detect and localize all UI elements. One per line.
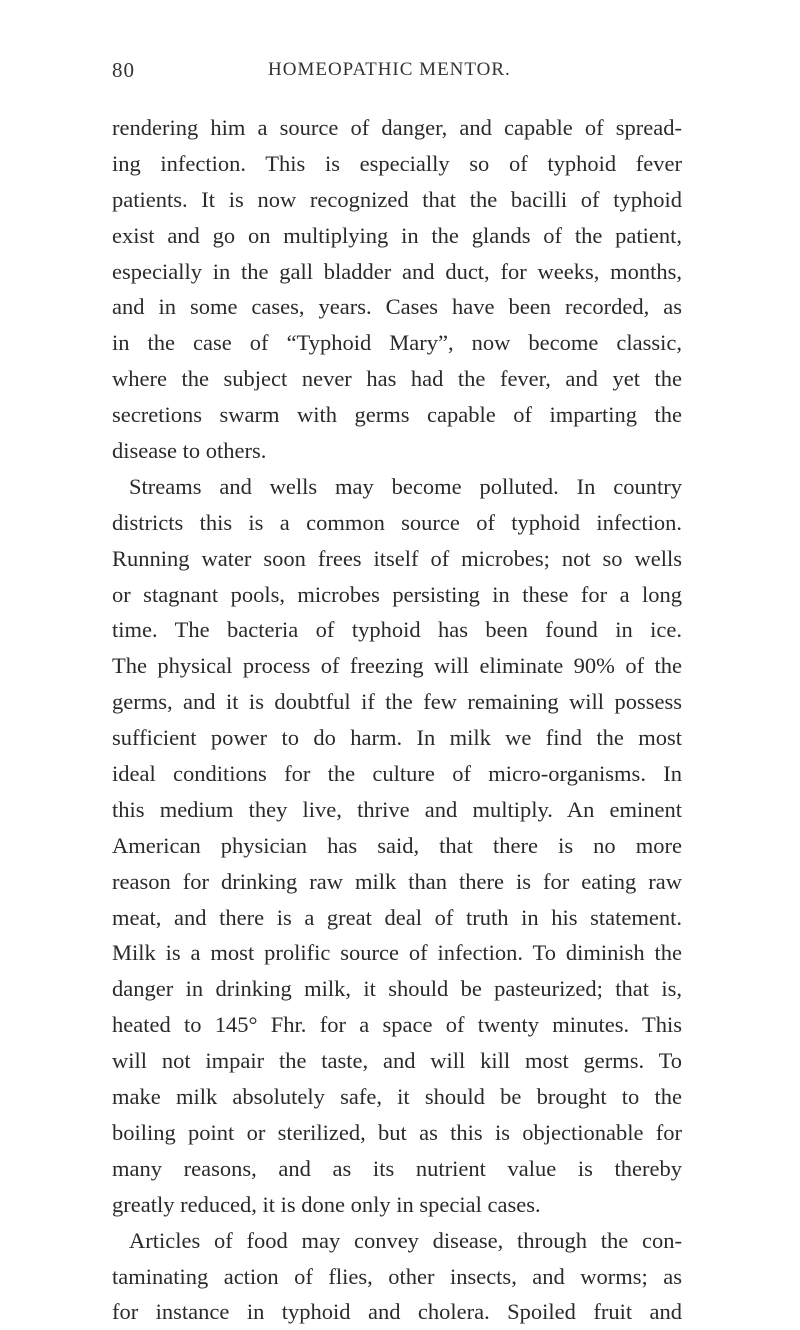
text-line: germs, and it is doubtful if the few remaining will possess: [112, 689, 682, 715]
text-line: disease to others.: [112, 438, 267, 464]
text-line: exist and go on multiplying in the glands of the patient,: [112, 222, 682, 248]
text-line: this medium they live, thrive and multiply. An eminent: [112, 796, 682, 822]
text-line: ideal conditions for the culture of micro-organisms. In: [112, 761, 682, 787]
text-line: will not impair the taste, and will kill most germs. To: [112, 1048, 682, 1074]
text-line: taminating action of flies, other insects, and worms; as: [112, 1263, 682, 1289]
text-line: secretions swarm with germs capable of imparting the: [112, 402, 682, 428]
text-line: patients. It is now recognized that the bacilli of typhoid: [112, 186, 682, 212]
page-number: 80: [112, 58, 135, 82]
text-line: sufficient power to do harm. In milk we find the most: [112, 725, 682, 751]
text-line: ing infection. This is especially so of typhoid fever: [112, 150, 682, 176]
text-line: The physical process of freezing will eliminate 90% of the: [112, 653, 682, 679]
text-line: rendering him a source of danger, and capable of spread-: [112, 115, 682, 140]
text-line: and in some cases, years. Cases have been recorded, as: [112, 294, 682, 320]
text-line: heated to 145° Fhr. for a space of twenty minutes. This: [112, 1012, 682, 1038]
text-line: greatly reduced, it is done only in special cases.: [112, 1191, 541, 1217]
text-line: danger in drinking milk, it should be pasteurized; that is,: [112, 976, 682, 1002]
running-title: HOMEOPATHIC MENTOR.: [268, 59, 511, 80]
page-header: [112, 58, 672, 84]
text-line: Streams and wells may become polluted. In country: [129, 473, 682, 499]
text-line: time. The bacteria of typhoid has been found in ice.: [112, 617, 682, 643]
text-line: for instance in typhoid and cholera. Spoiled fruit and: [112, 1299, 682, 1325]
body-text: [112, 110, 682, 1330]
text-line: meat, and there is a great deal of truth in his statement.: [112, 904, 682, 930]
text-line: Milk is a most prolific source of infection. To diminish the: [112, 940, 682, 966]
text-line: or stagnant pools, microbes persisting in these for a long: [112, 581, 682, 607]
text-line: districts this is a common source of typhoid infection.: [112, 509, 682, 535]
text-line: Running water soon frees itself of microbes; not so wells: [112, 545, 682, 571]
text-line: make milk absolutely safe, it should be brought to the: [112, 1084, 682, 1110]
text-line: where the subject never has had the fever, and yet the: [112, 366, 682, 392]
text-line: boiling point or sterilized, but as this is objectionable for: [112, 1119, 682, 1145]
text-line: American physician has said, that there is no more: [112, 832, 682, 858]
text-line: Articles of food may convey disease, through the con-: [129, 1227, 682, 1253]
text-line: many reasons, and as its nutrient value is thereby: [112, 1155, 682, 1181]
text-line: reason for drinking raw milk than there is for eating raw: [112, 868, 682, 894]
text-line: especially in the gall bladder and duct, for weeks, months,: [112, 258, 682, 284]
text-line: in the case of “Typhoid Mary”, now become classic,: [112, 330, 682, 356]
